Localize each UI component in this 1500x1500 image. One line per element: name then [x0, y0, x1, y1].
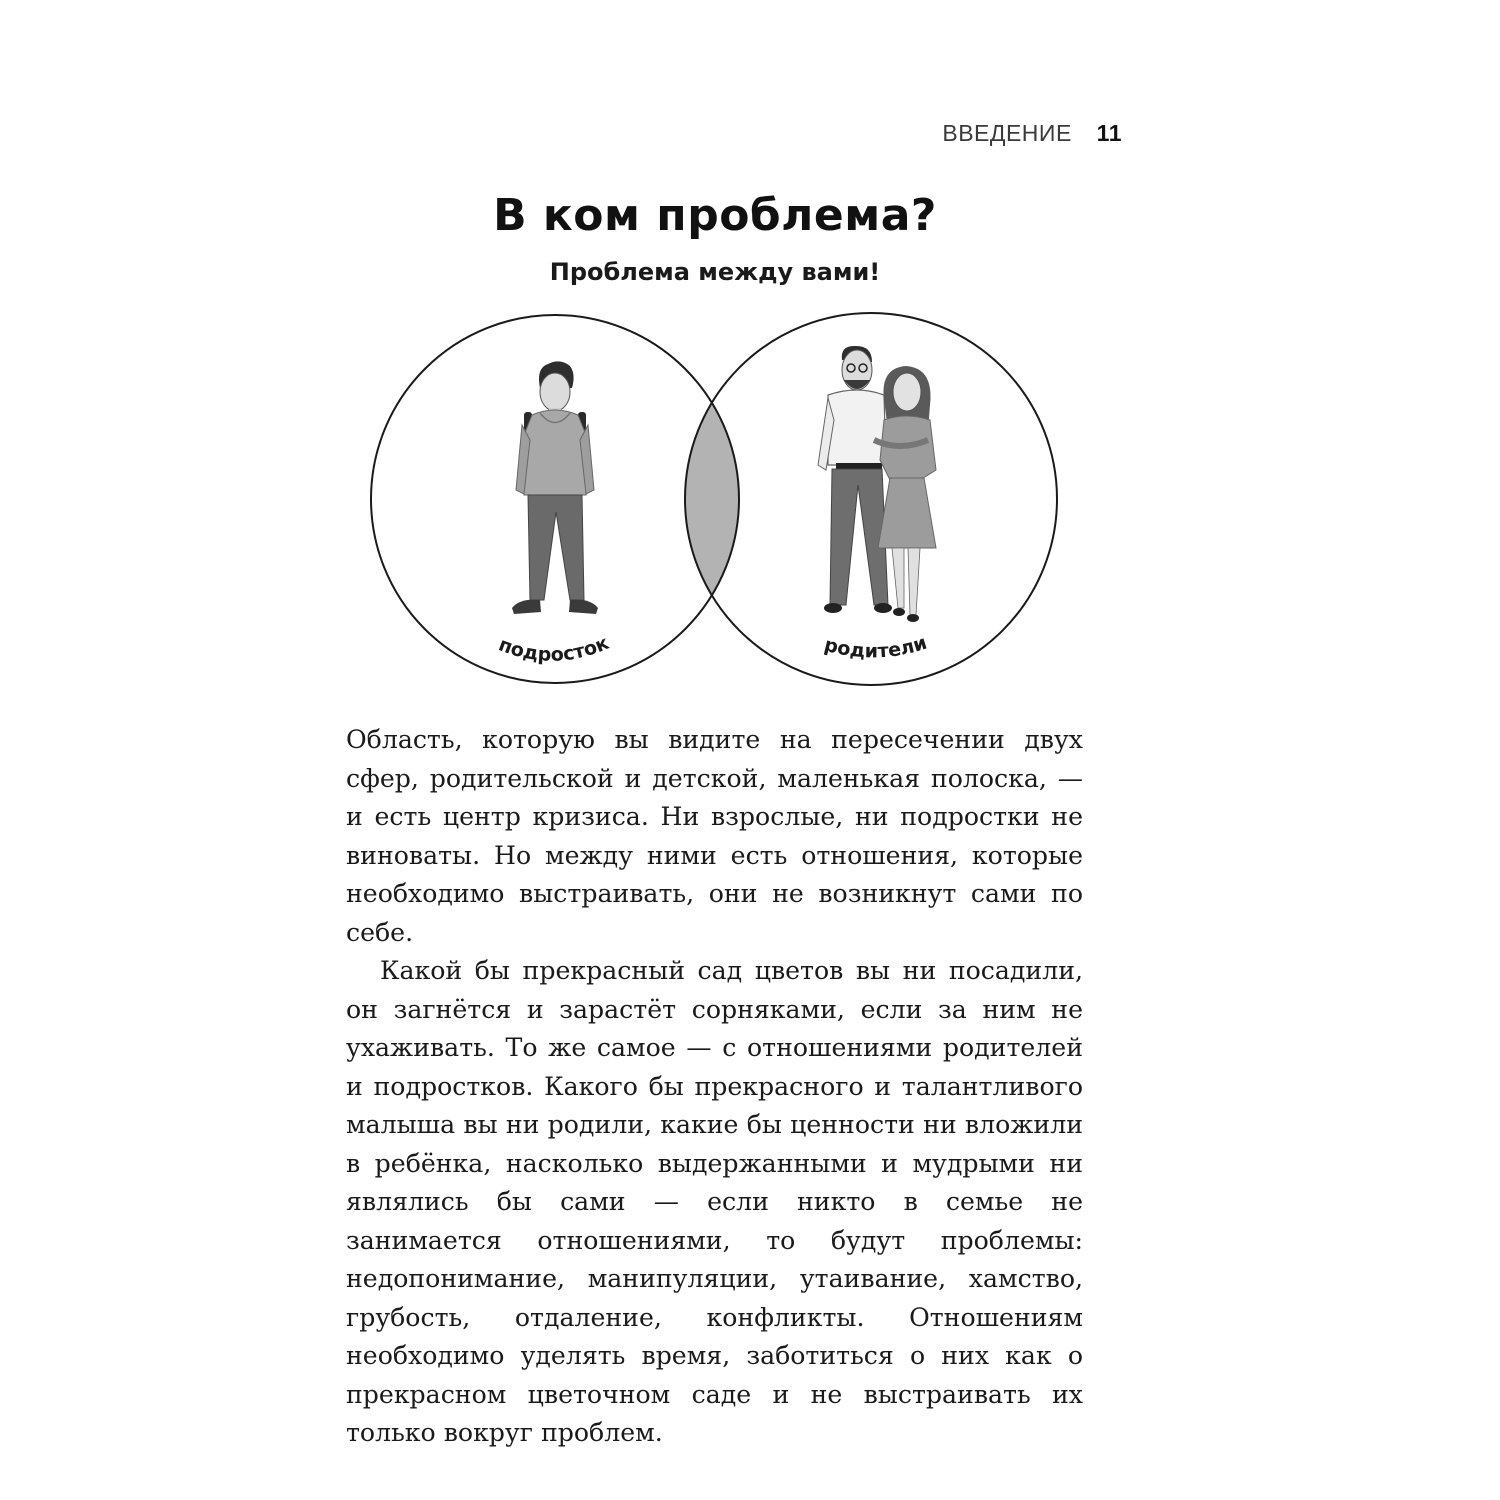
label-parents: родители	[822, 631, 930, 663]
running-header	[0, 120, 1122, 147]
paragraph: Какой бы прекрасный сад цветов вы ни посадили, он загнётся и зарастёт сорняками, если за ним не ухаживать. То же самое — с отношениями родителей и подростков. Какого бы прекрасного и талантливого малыша вы ни родили, какие бы ценности ни вложили в ребёнка, насколько выдержанными и мудрыми ни являлись бы сами — если никто в семье не занимается отношениями, то будут проблемы: недопонимание, манипуляции, утаивание, хамство, грубость, отдаление, конфликты. Отношениям необходимо уделять время, заботиться о них как о прекрасном цветочном саде и не выстраивать их только вокруг проблем.	[346, 956, 1083, 1447]
label-teen: подросток	[495, 631, 613, 666]
page-title: В ком проблема?	[493, 190, 937, 241]
venn-diagram	[368, 312, 1060, 686]
paragraph: Область, которую вы видите на пересечении двух сфер, родительской и детской, маленькая полоска, — и есть центр кризиса. Ни взрослые, ни подростки не виноваты. Но между ними есть отношения, которые необходимо выстраивать, они не возникнут сами по себе.	[346, 725, 1083, 947]
page-number: 11	[1096, 120, 1122, 146]
teen-illustration	[512, 361, 598, 614]
body-text	[346, 721, 1083, 1453]
father-illustration	[818, 346, 892, 613]
section-title: ВВЕДЕНИЕ	[942, 120, 1072, 146]
page-subtitle: Проблема между вами!	[549, 258, 881, 286]
